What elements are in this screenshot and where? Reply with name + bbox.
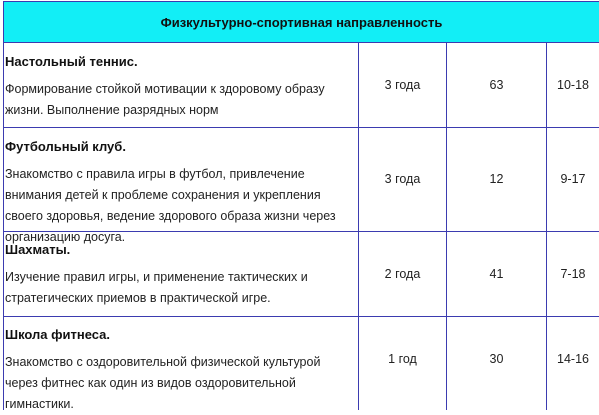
duration-value: 1 год — [388, 351, 417, 366]
age-value: 9-17 — [560, 172, 586, 186]
program-title: Школа фитнеса. — [5, 327, 110, 342]
age-value: 7-18 — [560, 266, 586, 281]
duration-cell — [359, 43, 446, 127]
border-left — [3, 1, 4, 410]
age-cell — [547, 128, 599, 231]
count-cell — [447, 232, 546, 316]
count-value: 63 — [489, 77, 504, 92]
section-header — [4, 2, 599, 42]
count-cell — [447, 43, 546, 127]
program-title: Шахматы. — [5, 242, 71, 257]
count-value: 41 — [489, 266, 504, 281]
duration-cell — [359, 317, 446, 401]
program-description: Формирование стойкой мотивации к здоровому образу жизни. Выполнение разрядных норм — [5, 82, 325, 117]
duration-value: 3 года — [384, 77, 421, 92]
age-cell — [547, 317, 599, 401]
program-description: Знакомство с правила игры в футбол, привлечение внимания детей к проблеме сохранения и укрепления своего здоровья, ведение здорового образа жизни через организацию досуга. — [5, 167, 336, 244]
age-value: 14-16 — [557, 351, 589, 366]
age-cell — [547, 43, 599, 127]
count-cell — [447, 317, 546, 401]
count-value: 12 — [489, 172, 504, 186]
table-row — [5, 53, 355, 121]
section-header-text: Физкультурно-спортивная направленность — [160, 14, 443, 30]
age-value: 10-18 — [557, 77, 589, 92]
program-description: Изучение правил игры, и применение тактических и стратегических приемов в практической игре. — [5, 270, 308, 305]
table-row — [5, 241, 355, 309]
table-row — [5, 326, 355, 415]
program-title: Настольный теннис. — [5, 54, 138, 69]
age-cell — [547, 232, 599, 316]
border-top — [3, 1, 599, 2]
duration-value: 2 года — [384, 266, 421, 281]
table-row — [5, 138, 355, 248]
duration-value: 3 года — [384, 172, 421, 186]
count-cell — [447, 128, 546, 231]
duration-cell — [359, 128, 446, 231]
program-description: Знакомство с оздоровительной физической культурой через фитнес как один из видов оздоровительной гимнастики. — [5, 355, 321, 411]
program-title: Футбольный клуб. — [5, 139, 126, 154]
duration-cell — [359, 232, 446, 316]
count-value: 30 — [489, 351, 504, 366]
